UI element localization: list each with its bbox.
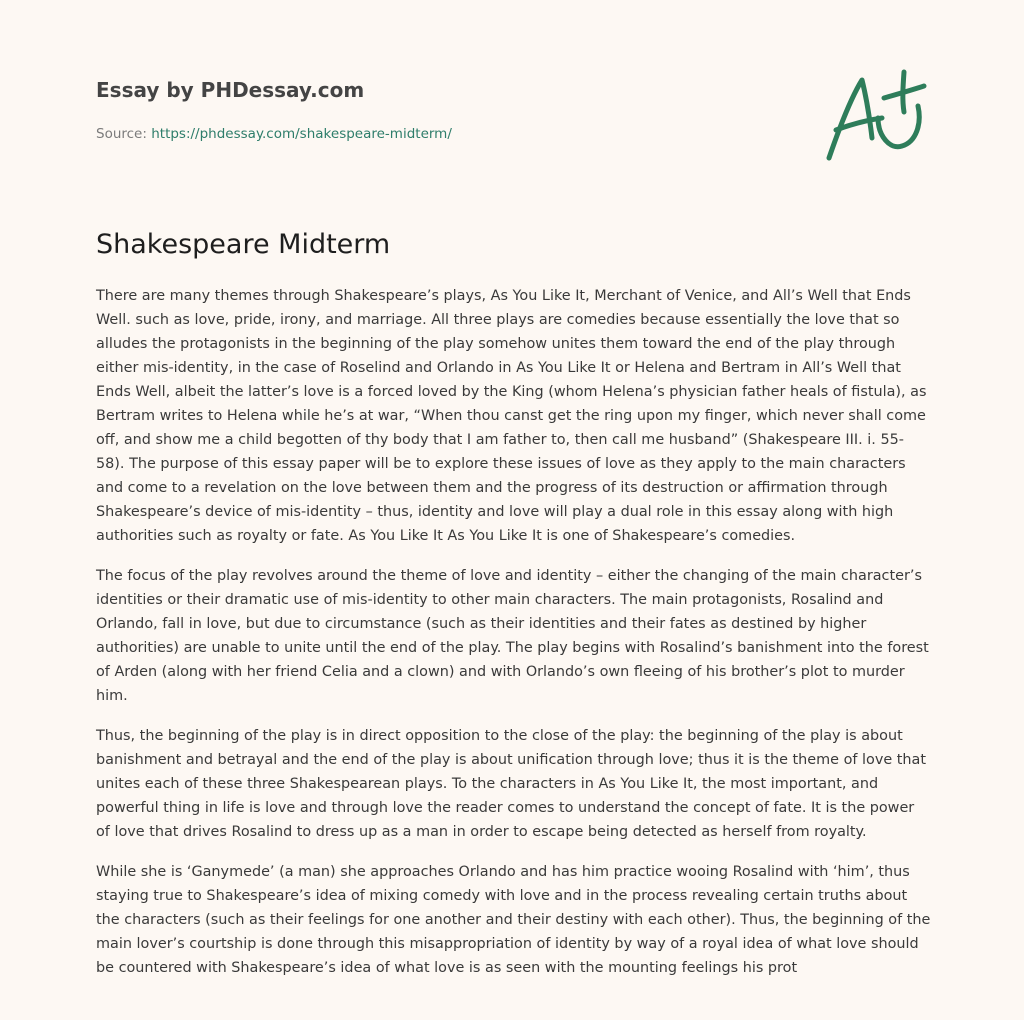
a-plus-logo-icon bbox=[818, 66, 928, 166]
page-header bbox=[96, 76, 452, 144]
essay-paragraph: There are many themes through Shakespeare’s plays, As You Like It, Merchant of Venice, and All’s Well that Ends Well. such as love, pride, irony, and marriage. All three plays are comedies because essentially the love that so alludes the protagonists in the beginning of the play somehow unites them toward the end of the play through either mis-identity, in the case of Roselind and Orlando in As You Like It or Helena and Bertram in All’s Well that Ends Well, albeit the latter’s love is a forced loved by the King (whom Helena’s physician father heals of fistula), as Bertram writes to Helena while he’s at war, “When thou canst get the ring upon my finger, which never shall come off, and show me a child begotten of thy body that I am father to, then call me husband” (Shakespeare III. i. 55-58). The purpose of this essay paper will be to explore these issues of love as they apply to the main characters and come to a revelation on the love between them and the progress of its destruction or affirmation through Shakespeare’s device of mis-identity – thus, identity and love will play a dual role in this essay along with high authorities such as royalty or fate. As You Like It As You Like It is one of Shakespeare’s comedies. bbox=[96, 288, 927, 544]
essay-body bbox=[96, 284, 932, 996]
source-line bbox=[96, 124, 452, 144]
essay-title: Shakespeare Midterm bbox=[96, 229, 391, 260]
essay-paragraph: The focus of the play revolves around the theme of love and identity – either the changing of the main character’s identities or their dramatic use of mis-identity to other main characters. The main protagonists, Rosalind and Orlando, fall in love, but due to circumstance (such as their identities and their fates as destined by higher authorities) are unable to unite until the end of the play. The play begins with Rosalind’s banishment into the forest of Arden (along with her friend Celia and a clown) and with Orlando’s own fleeing of his brother’s plot to murder him. bbox=[96, 568, 929, 704]
essay-paragraph: While she is ‘Ganymede’ (a man) she approaches Orlando and has him practice wooing Rosalind with ‘him’, thus staying true to Shakespeare’s idea of mixing comedy with love and in the process revealing certain truths about the characters (such as their feelings for one another and their destiny with each other). Thus, the beginning of the main lover’s courtship is done through this misappropriation of identity by way of a royal idea of what love should be countered with Shakespeare’s idea of what love is as seen with the mounting feelings his prot bbox=[96, 864, 931, 976]
source-label: Source: bbox=[96, 126, 147, 142]
essay-paragraph: Thus, the beginning of the play is in direct opposition to the close of the play: the beginning of the play is about banishment and betrayal and the end of the play is about unification through love; thus it is the theme of love that unites each of these three Shakespearean plays. To the characters in As You Like It, the most important, and powerful thing in life is love and through love the reader comes to understand the concept of fate. It is the power of love that drives Rosalind to dress up as a man in order to escape being detected as herself from royalty. bbox=[96, 728, 926, 840]
site-brand: Essay by PHDessay.com bbox=[96, 78, 365, 102]
source-link[interactable]: https://phdessay.com/shakespeare-midterm/ bbox=[151, 126, 452, 142]
